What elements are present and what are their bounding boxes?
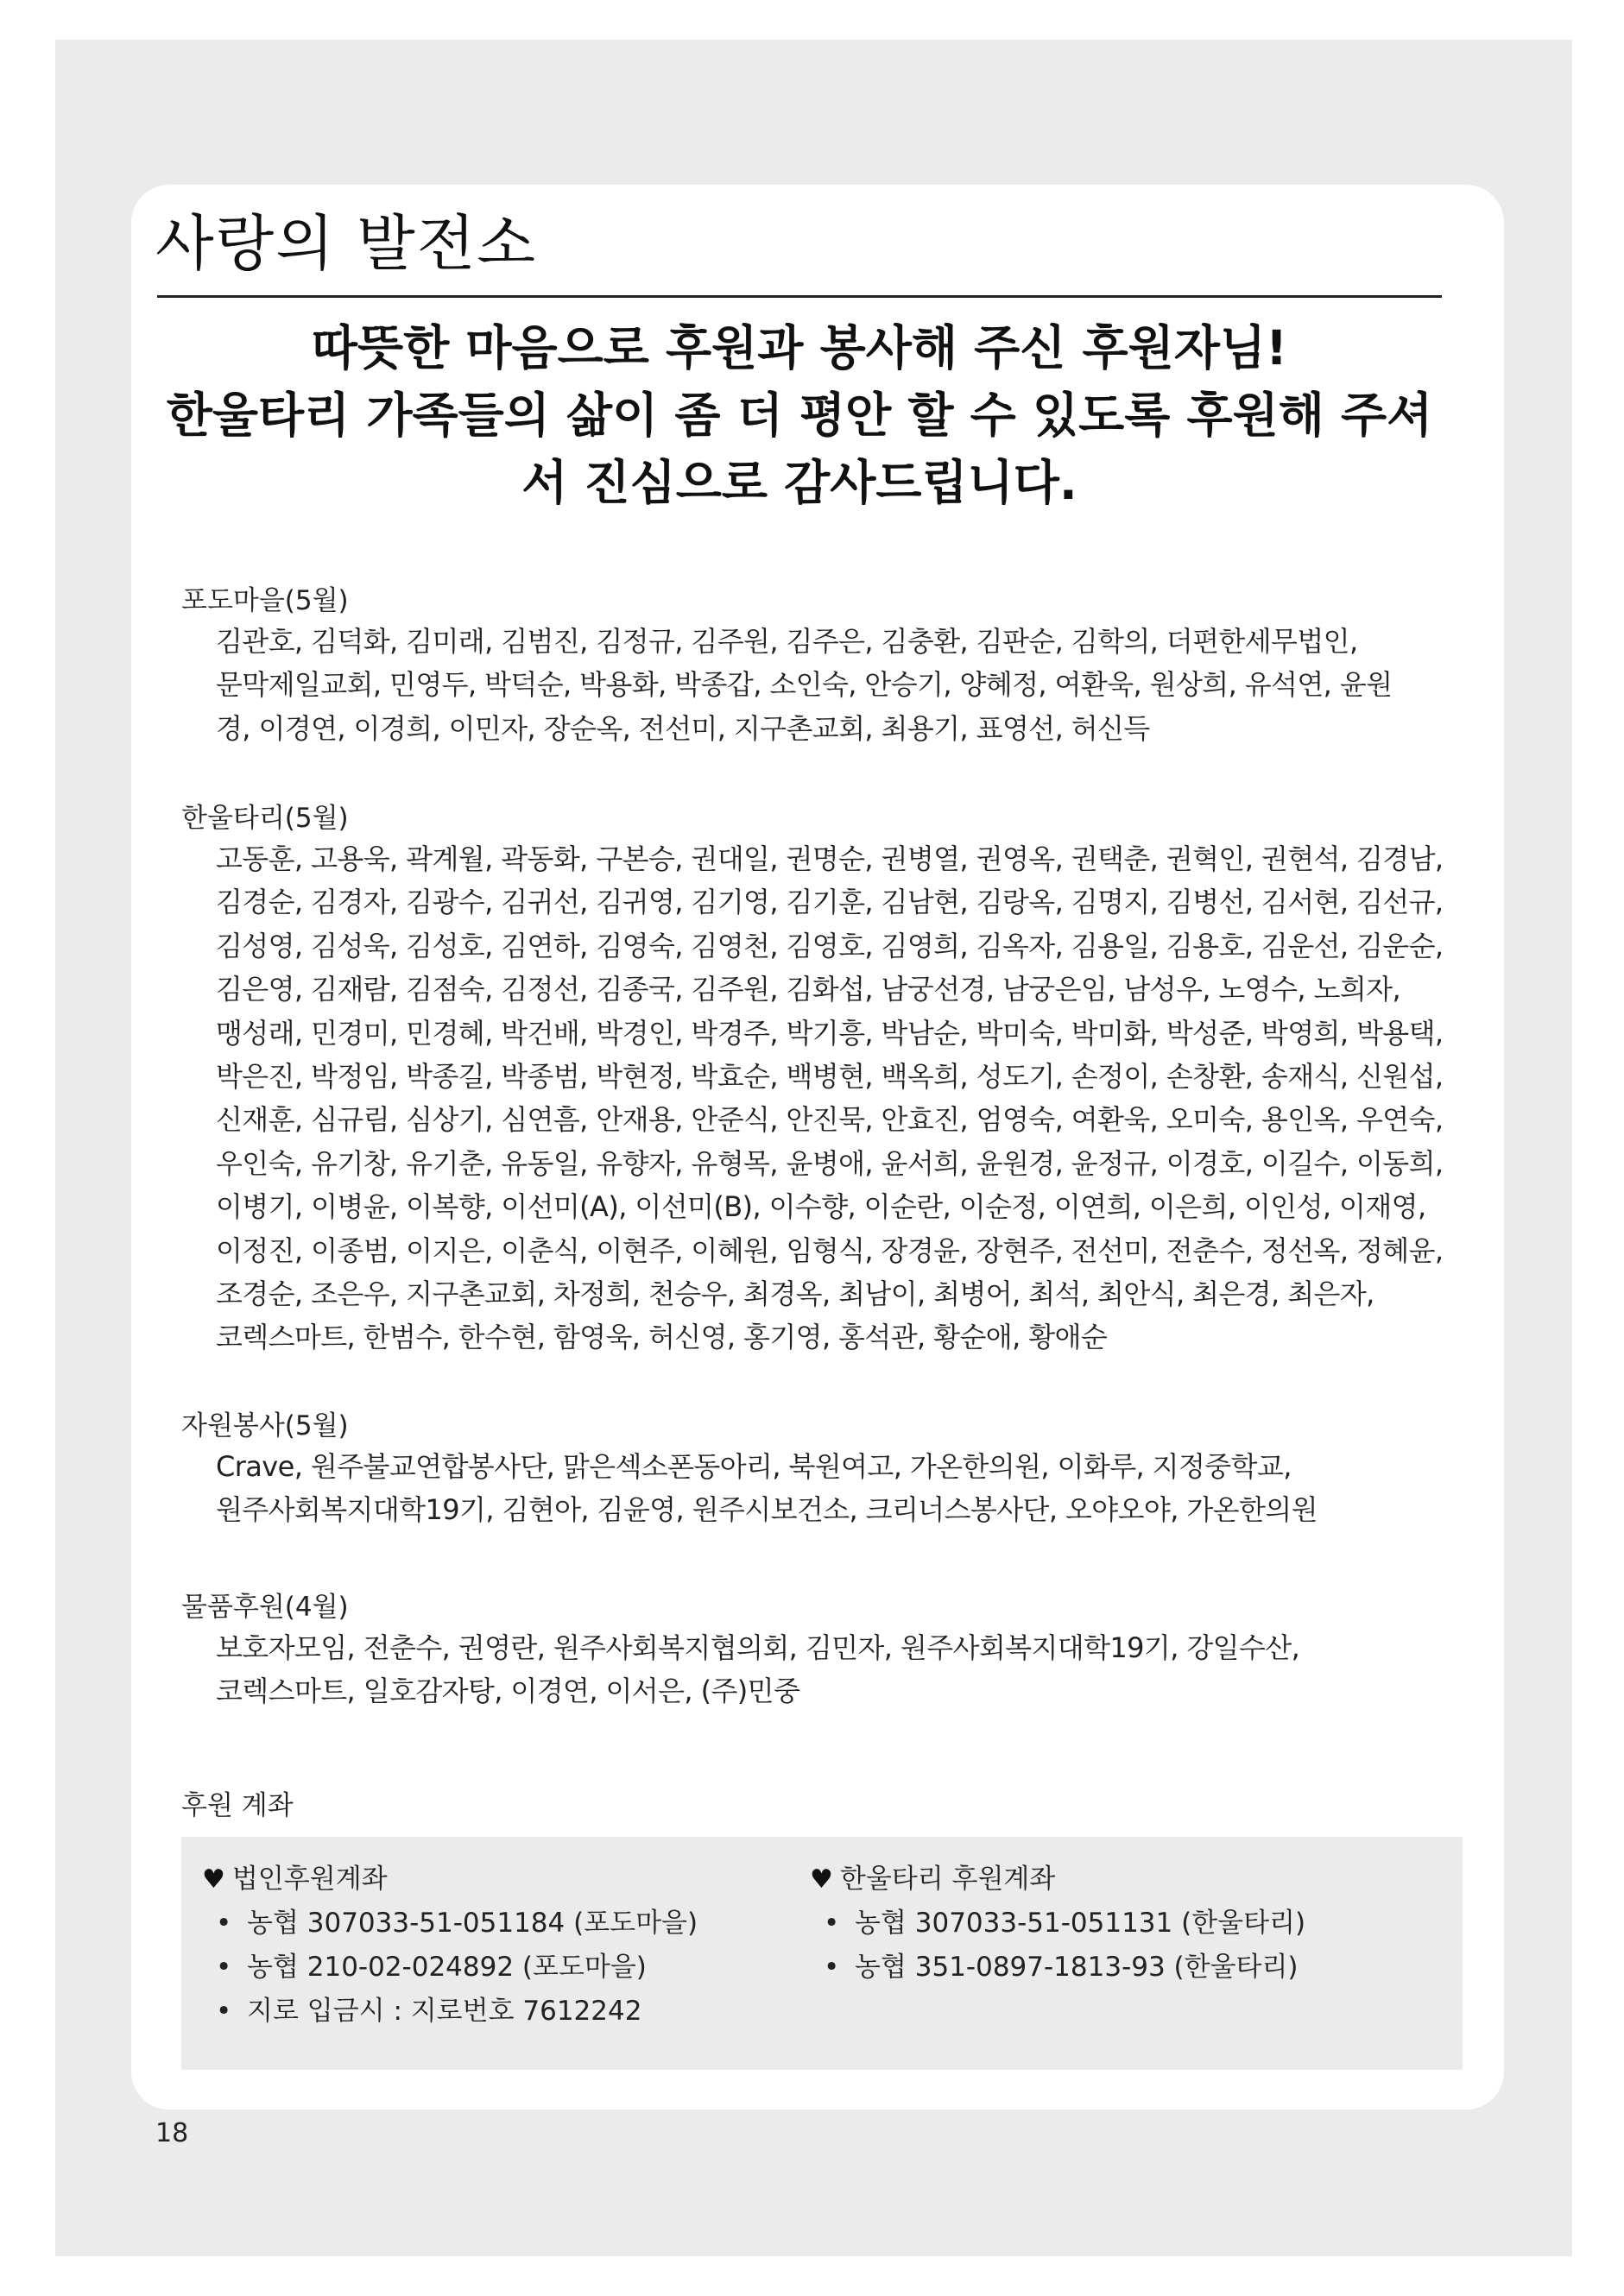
account-text: 농협 210-02-024892 (포도마을): [247, 1952, 647, 1983]
volunteer-line: 원주사회복지대학19기, 김현아, 김윤영, 원주시보건소, 크리너스봉사단, 오야오야, 가온한의원: [216, 1493, 1318, 1527]
account-text: 지로 입금시 : 지로번호 7612242: [247, 1996, 642, 2027]
donor-list: [181, 837, 1459, 1359]
section-heading: 물품후원(4월): [181, 1592, 349, 1623]
bullet: •: [216, 1996, 232, 2027]
donor-section-podo: [181, 582, 1459, 750]
heart-icon: ♥: [202, 1864, 225, 1895]
donor-line: 김은영, 김재람, 김점숙, 김정선, 김종국, 김주원, 김화섭, 남궁선경, 남궁은임, 남성우, 노영수, 노희자,: [216, 973, 1401, 1006]
page-number: 18: [155, 2118, 189, 2148]
donor-line: 이정진, 이종범, 이지은, 이춘식, 이현주, 이혜원, 임형식, 장경윤, 장현주, 전선미, 전춘수, 정선옥, 정혜윤,: [216, 1233, 1444, 1267]
intro-line: 따뜻한 마음으로 후원과 봉사해 주신 후원자님!: [311, 320, 1288, 375]
section-heading: 한울타리(5월): [181, 803, 349, 834]
goods-donation-section: [181, 1588, 1459, 1713]
donor-list: [181, 620, 1459, 750]
donor-line: 문막제일교회, 민영두, 박덕순, 박용화, 박종갑, 소인숙, 안승기, 양혜정, 여환욱, 원상희, 유석연, 윤원: [216, 668, 1393, 702]
intro-line: 서 진심으로 감사드립니다.: [521, 455, 1077, 510]
title-divider: [157, 295, 1442, 298]
content-card: [131, 185, 1504, 2110]
donor-line: 김성영, 김성욱, 김성호, 김연하, 김영숙, 김영천, 김영호, 김영희, 김옥자, 김용일, 김용호, 김운선, 김운순,: [216, 929, 1444, 962]
donor-line: 신재훈, 심규림, 심상기, 심연흠, 안재용, 안준식, 안진묵, 안효진, 엄영숙, 여환욱, 오미숙, 용인옥, 우연숙,: [216, 1103, 1444, 1137]
donor-line: 우인숙, 유기창, 유기춘, 유동일, 유향자, 유형목, 윤병애, 윤서희, 윤원경, 윤정규, 이경호, 이길수, 이동희,: [216, 1146, 1444, 1180]
account-group-title: [202, 1858, 698, 1902]
account-item: [810, 1946, 1305, 1990]
accounts-box: [181, 1837, 1463, 2070]
account-item: [202, 1946, 698, 1990]
account-text: 농협 307033-51-051184 (포도마을): [247, 1908, 698, 1939]
donor-line: 경, 이경연, 이경희, 이민자, 장순옥, 전선미, 지구촌교회, 최용기, 표영선, 허신득: [216, 711, 1150, 745]
account-item: [810, 1902, 1305, 1946]
intro-line: 한울타리 가족들의 삶이 좀 더 평안 할 수 있도록 후원해 주셔: [166, 388, 1433, 443]
donor-line: 박은진, 박정임, 박종길, 박종범, 박현정, 박효순, 백병현, 백옥희, 성도기, 손정이, 손창환, 송재식, 신원섭,: [216, 1060, 1444, 1094]
accounts-heading: 후원 계좌: [181, 1790, 294, 1821]
bullet: •: [216, 1908, 232, 1939]
bullet: •: [824, 1952, 840, 1983]
donor-section-hanultari: [181, 799, 1459, 1359]
intro-message: [157, 314, 1442, 516]
volunteer-list: [181, 1445, 1459, 1532]
bullet: •: [824, 1908, 840, 1939]
hanultari-account-column: [810, 1858, 1305, 1990]
account-text: 농협 307033-51-051131 (한울타리): [855, 1908, 1306, 1939]
donor-line: 고동훈, 고용욱, 곽계월, 곽동화, 구본승, 권대일, 권명순, 권병열, 권영옥, 권택춘, 권혁인, 권현석, 김경남,: [216, 842, 1444, 875]
donor-line: 김경순, 김경자, 김광수, 김귀선, 김귀영, 김기영, 김기훈, 김남현, 김랑옥, 김명지, 김병선, 김서현, 김선규,: [216, 886, 1444, 919]
account-item: [202, 1990, 698, 2034]
corporate-account-column: [202, 1858, 698, 2034]
donor-line: 코렉스마트, 한범수, 한수현, 함영욱, 허신영, 홍기영, 홍석관, 황순애, 황애순: [216, 1321, 1108, 1354]
goods-donor-list: [181, 1626, 1459, 1713]
donor-line: 이병기, 이병윤, 이복향, 이선미(A), 이선미(B), 이수향, 이순란, 이순정, 이연희, 이은희, 이인성, 이재영,: [216, 1190, 1426, 1224]
account-group-label: 한울타리 후원계좌: [839, 1864, 1056, 1895]
donor-line: 조경순, 조은우, 지구촌교회, 차정희, 천승우, 최경옥, 최남이, 최병어, 최석, 최안식, 최은경, 최은자,: [216, 1277, 1374, 1311]
goods-donor-line: 보호자모임, 전춘수, 권영란, 원주사회복지협의회, 김민자, 원주사회복지대학19기, 강일수산,: [216, 1631, 1300, 1664]
account-text: 농협 351-0897-1813-93 (한울타리): [855, 1952, 1299, 1983]
bullet: •: [216, 1952, 232, 1983]
goods-donor-line: 코렉스마트, 일호감자탕, 이경연, 이서은, (주)민중: [216, 1675, 800, 1708]
donor-line: 김관호, 김덕화, 김미래, 김범진, 김정규, 김주원, 김주은, 김충환, 김판순, 김학의, 더편한세무법인,: [216, 625, 1358, 658]
volunteer-line: Crave, 원주불교연합봉사단, 맑은섹소폰동아리, 북원여고, 가온한의원, 이화루, 지정중학교,: [216, 1450, 1292, 1483]
account-item: [202, 1902, 698, 1946]
account-group-label: 법인후원계좌: [231, 1864, 388, 1895]
volunteer-section: [181, 1407, 1459, 1532]
heart-icon: ♥: [810, 1864, 833, 1895]
page-title: 사랑의 발전소: [155, 208, 537, 279]
section-heading: 포도마을(5월): [181, 585, 349, 616]
account-group-title: [810, 1858, 1305, 1902]
section-heading: 자원봉사(5월): [181, 1410, 349, 1441]
donor-line: 맹성래, 민경미, 민경혜, 박건배, 박경인, 박경주, 박기흥, 박남순, 박미숙, 박미화, 박성준, 박영희, 박용택,: [216, 1016, 1444, 1050]
